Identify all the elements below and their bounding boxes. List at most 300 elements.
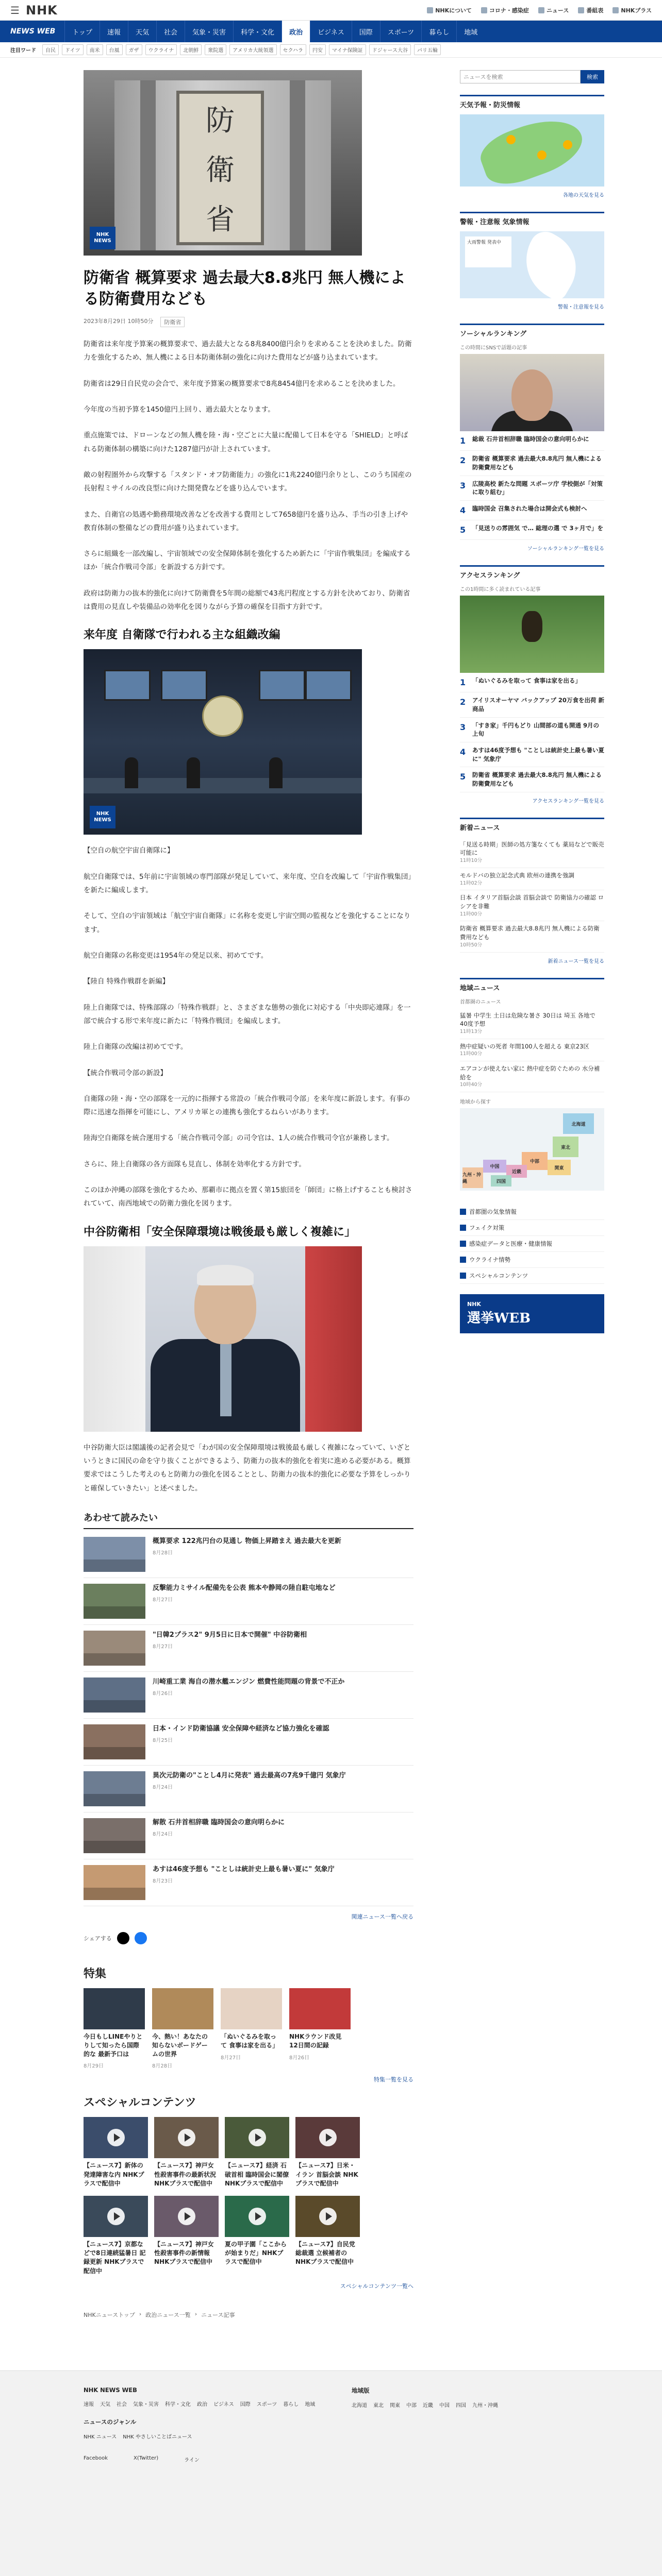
keyword-tags	[42, 44, 441, 55]
access-ranking-item[interactable]	[460, 718, 604, 742]
weather-land	[475, 114, 589, 187]
article-paragraph: 今年度の当初予算を1450億円上回り、過去最大となります。	[84, 405, 275, 414]
keyword-tag[interactable]: 円安	[309, 44, 326, 55]
virus-icon	[481, 7, 487, 13]
top-link-tv-guide[interactable]: 番組表	[578, 6, 603, 14]
keyword-tag[interactable]: ウクライナ	[145, 44, 177, 55]
sidebar-link[interactable]: ウクライナ情勢	[460, 1252, 604, 1268]
footer-genre-link[interactable]: 科学・文化	[165, 2402, 191, 2408]
related-item[interactable]	[84, 1578, 413, 1625]
related-title: 異次元防衛の"ことし4月に発表" 過去最高の7兆9千億円 気象庁	[153, 1771, 346, 1780]
footer-region-link[interactable]: 四国	[456, 2403, 466, 2409]
related-item[interactable]	[84, 1766, 413, 1812]
genre-nav-item[interactable]: 速報	[100, 21, 128, 42]
genre-nav-item[interactable]: 地域	[456, 21, 485, 42]
related-thumbnail	[84, 1677, 145, 1713]
genre-nav	[0, 21, 662, 42]
related-date: 8月26日	[153, 1691, 173, 1697]
keyword-tag[interactable]: 衆院選	[205, 44, 226, 55]
feature-title: 今、熱い！あなたの知らないボードゲームの世界	[152, 2032, 208, 2058]
article-paragraph: 【陸自 特殊作戦群を新編】	[84, 977, 170, 986]
new-news-list	[460, 837, 604, 953]
article-paragraph: 政府は防衛力の抜本的強化に向けて防衛費を5年間の総額で43兆円程度とする方針を決めており、防衛省は費用の見直しや装備品の効率化を図りながら予算の確保を目指す方針です。	[84, 589, 410, 612]
rank-number: 1	[460, 436, 466, 446]
local-news-item[interactable]	[460, 1039, 604, 1061]
article-meta	[84, 317, 413, 327]
minister-hair	[197, 1265, 254, 1285]
feature-date: 8月26日	[289, 2055, 310, 2061]
region-7[interactable]: 四国	[491, 1175, 511, 1187]
weather-more-link[interactable]: 各地の天気を見る	[563, 193, 604, 198]
tv-guide-icon	[578, 7, 584, 13]
related-date: 8月24日	[153, 1785, 173, 1791]
news-time: 10時40分	[460, 1082, 483, 1088]
top-link-nhk-plus[interactable]: NHKプラス	[613, 6, 652, 14]
footer-genre-link[interactable]: 速報	[84, 2402, 94, 2408]
related-item[interactable]	[84, 1672, 413, 1719]
japan-map	[511, 231, 589, 298]
footer-extra-link[interactable]: NHK ニュース	[84, 2434, 117, 2441]
article-paragraph: さらに、陸上自衛隊の各方面隊も見直し、体制を効率化する方針です。	[84, 1160, 306, 1168]
related-thumbnail	[84, 1631, 145, 1666]
access-ranking-image[interactable]	[460, 596, 604, 673]
access-ranking-item[interactable]	[460, 742, 604, 767]
footer-social-link[interactable]: X(Twitter)	[134, 2455, 159, 2462]
special-card[interactable]	[295, 2117, 360, 2188]
rank-number: 4	[460, 747, 466, 757]
footer-col-left	[84, 2386, 321, 2576]
related-item[interactable]	[84, 1625, 413, 1672]
special-title: 【ニュース7】神戸女性殺害事件の最新状況 NHKプラスで配信中	[154, 2162, 217, 2188]
access-ranking-item[interactable]	[460, 692, 604, 717]
genre-nav-item[interactable]: 科学・文化	[233, 21, 282, 42]
new-news-more-link[interactable]: 新着ニュース一覧を見る	[548, 958, 604, 964]
article-paragraph: このほか沖縄の部隊を強化するため、那覇市に拠点を置く第15旅団を「師団」に格上げすることも検討されていて、南西地域での防衛力強化を図ります。	[84, 1186, 412, 1208]
news-time: 11時00分	[460, 1051, 483, 1057]
genre-nav-item[interactable]: 政治	[282, 21, 310, 42]
search-button[interactable]: 検索	[581, 70, 604, 83]
rank-number: 5	[460, 772, 466, 782]
senkyo-web-banner[interactable]	[460, 1294, 604, 1333]
article-paragraph: 【統合作戦司令部の新設】	[84, 1069, 167, 1077]
features-section	[84, 1965, 413, 2083]
alert-map[interactable]	[460, 231, 604, 298]
related-list	[84, 1531, 413, 1906]
genre-nav-item[interactable]: 気象・災害	[185, 21, 233, 42]
special-title: 【ニュース7】自民党総裁選 立候補者のNHKプラスで配信中	[295, 2240, 355, 2266]
news-title: モルドバの独立記念式典 欧州の連携を強調	[460, 871, 574, 879]
genre-nav-item[interactable]: 社会	[156, 21, 185, 42]
access-ranking-item[interactable]	[460, 673, 604, 692]
access-ranking-sub: この1時間に多く読まれている記事	[460, 587, 541, 593]
special-card[interactable]	[154, 2196, 219, 2276]
footer-extra-links	[84, 2432, 321, 2440]
social-ranking-item[interactable]	[460, 501, 604, 520]
related-title: 反撃能力ミサイル配備先を公表 熊本や静岡の陸自駐屯地など	[153, 1584, 336, 1592]
related-thumbnail	[84, 1771, 145, 1806]
weather-box	[460, 95, 604, 198]
hero-image	[84, 70, 362, 256]
feature-card[interactable]	[152, 1988, 213, 2069]
article-paragraph: 陸上自衛隊の改編は初めてです。	[84, 1043, 188, 1052]
special-title: 【ニュース7】日米・イラン 首脳会談 NHKプラスで配信中	[295, 2162, 358, 2188]
article-paragraph: そして、空自の宇宙領域は「航空宇宙自衛隊」に名称を変更し宇宙空間の監視などを強化することになります。	[84, 912, 411, 934]
sidebar-links-list	[460, 1204, 604, 1284]
footer-region-link[interactable]: 九州・沖縄	[472, 2403, 498, 2409]
genre-nav-item[interactable]: ビジネス	[310, 21, 352, 42]
article-video[interactable]	[84, 649, 362, 835]
hero-sign-char: 防	[206, 104, 235, 138]
hero-pillar	[140, 80, 156, 250]
related-title: 概算要求 122兆円台の見通し 物価上昇踏まえ 過去最大を更新	[153, 1537, 341, 1545]
region-5[interactable]: 近畿	[506, 1165, 527, 1178]
breadcrumb-separator: ›	[139, 2311, 142, 2318]
top-link-about[interactable]: NHKについて	[427, 6, 472, 14]
footer-extra-link[interactable]: NHK やさしいことばニュース	[123, 2434, 192, 2441]
feature-image	[152, 1988, 213, 2029]
region-4[interactable]: 中部	[522, 1152, 548, 1170]
new-news-item[interactable]	[460, 921, 604, 952]
weather-map[interactable]	[460, 114, 604, 187]
features-heading: 特集	[84, 1967, 107, 1980]
footer-genre-link[interactable]: 暮らし	[283, 2402, 299, 2408]
rank-title: 臨時国会 召集された場合は開会式も検討へ	[472, 504, 587, 512]
local-news-sub: 首都圏のニュース	[460, 999, 501, 1005]
feature-card[interactable]	[84, 1988, 145, 2069]
social-ranking-list	[460, 431, 604, 540]
rank-title: あすは46度予想も "ことしは統計史上最も暑い夏に" 気象庁	[472, 747, 604, 762]
new-news-heading: 新着ニュース	[460, 818, 604, 832]
related-item[interactable]	[84, 1719, 413, 1766]
related-title: 解散 石井首相辞職 臨時国会の意向明らかに	[153, 1818, 285, 1826]
alert-heading: 警報・注意報 気象情報	[460, 212, 604, 226]
footer-social-link[interactable]: ライン	[184, 2458, 200, 2464]
keyword-tag[interactable]: 北朝鮮	[180, 44, 202, 55]
top-link-corona[interactable]: コロナ・感染症	[481, 6, 529, 14]
top-link-news[interactable]: ニュース	[538, 6, 569, 14]
special-card[interactable]	[225, 2196, 289, 2276]
genre-nav-item[interactable]: トップ	[64, 21, 100, 42]
special-image	[225, 2196, 289, 2237]
footer-genre-link[interactable]: 気象・災害	[133, 2402, 159, 2408]
social-ranking-sub: この時間にSNSで話題の記事	[460, 345, 527, 351]
footer-genre-link[interactable]: スポーツ	[256, 2402, 277, 2408]
weather-heading: 天気予報・防災情報	[460, 95, 604, 109]
special-image	[154, 2117, 219, 2158]
rank-title: 広陵高校 新たな問題 スポーツ庁 学校側が「対策に取り組む」	[472, 480, 603, 496]
regions-heading: 地域から探す	[460, 1099, 491, 1106]
news-title: 熱中症疑いの死者 年間100人を超える 東京23区	[460, 1042, 589, 1050]
person-face	[511, 369, 553, 421]
flag-left	[84, 1246, 145, 1432]
related-title: 日本・インド防衛協議 安全保障や経済など協力強化を確認	[153, 1724, 329, 1733]
section-heading: 来年度 自衛隊で行われる主な組織改編	[84, 629, 280, 642]
features-more-link[interactable]: 特集一覧を見る	[374, 2076, 413, 2083]
related-thumbnail	[84, 1584, 145, 1619]
play-icon	[107, 2129, 125, 2146]
hamburger-menu-icon[interactable]: ☰	[10, 4, 20, 16]
nhk-news-badge: NHK NEWS	[90, 806, 115, 828]
keyword-tag[interactable]: 自民	[42, 44, 59, 55]
section-heading: 中谷防衛相「安全保障環境は戦後最も厳しく複雑に」	[84, 1225, 356, 1239]
special-title: 夏の甲子園「ここからが始まりだ」NHKプラスで配信中	[225, 2240, 287, 2266]
footer-genre-heading: ニュースのジャンル	[84, 2418, 137, 2426]
bear-figure	[522, 611, 542, 642]
social-more-link[interactable]: ソーシャルランキング一覧を見る	[527, 546, 604, 552]
related-title: 川崎重工業 海自の潜水艦エンジン 燃費性能問題の背景で不正か	[153, 1677, 345, 1686]
feature-title: 今日もしLINEやりとりして知ったら国際的な 最新予口は	[84, 2032, 143, 2058]
video-emblem	[202, 696, 243, 737]
local-news-item[interactable]	[460, 1061, 604, 1092]
related-text	[153, 1631, 307, 1650]
related-title: あすは46度予想も "ことしは統計史上最も暑い夏に" 気象庁	[153, 1865, 335, 1873]
alert-box	[460, 212, 604, 310]
breadcrumb-item[interactable]: NHKニューストップ	[84, 2312, 135, 2319]
keyword-tag[interactable]: セクハラ	[280, 44, 306, 55]
special-image	[154, 2196, 219, 2237]
new-news-item[interactable]	[460, 890, 604, 921]
footer-genre-link[interactable]: 政治	[197, 2402, 207, 2408]
article-paragraph: 中谷防衛大臣は閣議後の記者会見で「わが国の安全保障環境は戦後最も厳しく複雑になっていて、いざというときに国民の命を守り抜くことができるよう、防衛力の抜本的強化を着実に進める必要がある。概算要求ではこうした考えのもと防衛力の強化を図ることとし、防衛力の抜本的強化に必要な予算をしっかりと確保していきたい」と述べました。	[84, 1443, 411, 1493]
special-title: 【ニュース7】神戸女性殺害事件の新情報 NHKプラスで配信中	[154, 2240, 214, 2266]
footer-region-link[interactable]: 東北	[373, 2403, 384, 2409]
keyword-tag[interactable]: ドジャース大谷	[369, 44, 411, 55]
article-paragraphs	[84, 337, 413, 614]
play-icon	[613, 7, 619, 13]
related-thumbnail	[84, 1865, 145, 1900]
video-person	[125, 757, 138, 788]
facebook-share-icon[interactable]	[135, 1932, 147, 1944]
rank-title: 「すき家」千円もどり 山間部の道も開通 9月の上旬	[472, 721, 600, 738]
play-icon	[249, 2129, 266, 2146]
hero-sign	[176, 91, 264, 245]
feature-card[interactable]	[221, 1988, 282, 2069]
nhk-logo[interactable]: NHK	[26, 3, 58, 18]
genre-nav-item[interactable]: 国際	[352, 21, 380, 42]
region-3[interactable]: 関東	[548, 1160, 571, 1175]
play-icon	[178, 2208, 195, 2225]
footer-region-link[interactable]: 北海道	[352, 2403, 367, 2409]
news-web-brand[interactable]: NEWS WEB	[10, 27, 56, 36]
social-ranking-image[interactable]	[460, 354, 604, 431]
top-links	[427, 6, 652, 14]
footer-brand[interactable]: NHK NEWS WEB	[84, 2386, 137, 2394]
rank-number: 5	[460, 525, 466, 535]
related-date: 8月28日	[153, 1550, 173, 1556]
footer-region-link[interactable]: 中部	[406, 2403, 417, 2409]
article-paragraph: 防衛省は29日自民党の会合で、来年度予算案の概算要求で8兆8454億円を求めることを決めました。	[84, 379, 400, 388]
special-section	[84, 2094, 413, 2290]
keyword-tag[interactable]: 南米	[87, 44, 103, 55]
footer-genre-link[interactable]: 社会	[117, 2402, 127, 2408]
rank-number: 2	[460, 455, 466, 466]
social-ranking-item[interactable]	[460, 451, 604, 476]
flag-right	[305, 1246, 362, 1432]
search-input[interactable]	[460, 70, 581, 83]
alert-text: 大雨警報 発表中	[465, 236, 511, 267]
hero-sign-char: 衛	[206, 154, 235, 187]
x-share-icon[interactable]	[117, 1932, 129, 1944]
footer-genre-link[interactable]: 地域	[305, 2402, 316, 2408]
related-thumbnail	[84, 1724, 145, 1759]
article-title: 防衛省 概算要求 過去最大8.8兆円 無人機による防衛費用なども	[84, 269, 406, 308]
related-text	[153, 1537, 341, 1556]
article-paragraphs-3	[84, 1441, 413, 1495]
local-news-box	[460, 978, 604, 1191]
breadcrumb-item[interactable]: 政治ニュース一覧	[145, 2312, 191, 2319]
video-person	[269, 757, 283, 788]
article-category[interactable]: 防衛省	[160, 317, 185, 327]
footer-region-link[interactable]: 近畿	[423, 2403, 433, 2409]
footer-regions	[352, 2401, 589, 2409]
news-time: 11時10分	[460, 858, 483, 864]
article-paragraph: 敵の射程圏外から攻撃する「スタンド・オフ防衛能力」の強化に1兆2240億円余りとし、このうち国産の長射程ミサイルの改良型に向けた開発費などを盛り込んでいます。	[84, 470, 412, 493]
access-more-link[interactable]: アクセスランキング一覧を見る	[532, 798, 604, 804]
related-date: 8月23日	[153, 1878, 173, 1885]
related-item[interactable]	[84, 1859, 413, 1906]
footer-genre-link[interactable]: 国際	[240, 2402, 251, 2408]
footer-region-link[interactable]: 関東	[390, 2403, 400, 2409]
special-card[interactable]	[225, 2117, 289, 2188]
related-date: 8月27日	[153, 1597, 173, 1603]
social-ranking-item[interactable]	[460, 520, 604, 540]
related-item[interactable]	[84, 1812, 413, 1859]
related-heading: あわせて読みたい	[84, 1511, 413, 1529]
news-title: 猛暑 中学生 土日は危険な暑さ 30日は 埼玉 各地で 40度予想	[460, 1011, 595, 1028]
article-body	[84, 337, 413, 1495]
region-1[interactable]: 北海道	[563, 1113, 594, 1134]
related-text	[153, 1724, 329, 1743]
main-content	[84, 70, 413, 2334]
sidebar	[460, 70, 604, 2334]
access-ranking-heading: アクセスランキング	[460, 565, 604, 580]
news-time: 11時00分	[460, 911, 483, 917]
sidebar-links	[460, 1204, 604, 1333]
social-ranking-item[interactable]	[460, 431, 604, 451]
special-more-link[interactable]: スペシャルコンテンツ一覧へ	[340, 2283, 413, 2290]
sidebar-link[interactable]: スペシャルコンテンツ	[460, 1268, 604, 1284]
news-time: 11時02分	[460, 880, 483, 886]
special-card[interactable]	[154, 2117, 219, 2188]
footer-region-link[interactable]: 中国	[439, 2403, 450, 2409]
news-icon	[538, 7, 544, 13]
special-title: 【ニュース7】京都などで8日連続猛暑日 記録更新 NHKプラスで配信中	[84, 2240, 146, 2275]
news-time: 11時13分	[460, 1028, 483, 1035]
info-icon	[427, 7, 433, 13]
rank-title: 防衛省 概算要求 過去最大8.8兆円 無人機による防衛費用なども	[472, 455, 602, 471]
new-news-item[interactable]	[460, 837, 604, 868]
footer-genre-link[interactable]: 天気	[100, 2402, 110, 2408]
keyword-tag[interactable]: アメリカ大統領選	[229, 44, 276, 55]
special-image	[225, 2117, 289, 2158]
region-2[interactable]: 東北	[553, 1137, 578, 1157]
keyword-tag[interactable]: 台風	[106, 44, 123, 55]
minister-photo	[84, 1246, 362, 1432]
regions-map	[460, 1108, 604, 1191]
local-news-item[interactable]	[460, 1008, 604, 1039]
region-6[interactable]: 中国	[483, 1160, 506, 1173]
keyword-tag[interactable]: マイナ保険証	[329, 44, 366, 55]
keyword-tag[interactable]: パリ五輪	[414, 44, 441, 55]
senkyo-banner-brand: NHK	[467, 1301, 481, 1308]
sidebar-link[interactable]: 首都圏の気象情報	[460, 1204, 604, 1220]
social-ranking-item[interactable]	[460, 476, 604, 501]
social-ranking-box	[460, 324, 604, 552]
rank-number: 3	[460, 480, 466, 490]
related-text	[153, 1771, 346, 1790]
genre-nav-item[interactable]: スポーツ	[380, 21, 421, 42]
news-title: エアコンが使えない家に 熱中症を防ぐための 水分補給を	[460, 1065, 600, 1081]
feature-card[interactable]	[289, 1988, 351, 2069]
related-text	[153, 1865, 335, 1884]
sun-icon	[537, 150, 547, 160]
article-paragraph: 陸海空自衛隊を統合運用する「統合作戦司令部」の司令官は、1人の統合作戦司令官が兼務します。	[84, 1134, 394, 1143]
footer	[0, 2370, 662, 2576]
rank-title: 防衛省 概算要求 過去最大8.8兆円 無人機による防衛費用なども	[472, 771, 602, 788]
local-news-list	[460, 1008, 604, 1093]
article-paragraph: 【空自の航空宇宙自衛隊に】	[84, 846, 174, 855]
special-list	[84, 2117, 413, 2276]
special-image	[295, 2196, 360, 2237]
footer-genre-link[interactable]: ビジネス	[213, 2402, 234, 2408]
keyword-tag[interactable]: ドイツ	[62, 44, 84, 55]
share-label: シェアする	[84, 1935, 112, 1942]
new-news-item[interactable]	[460, 868, 604, 890]
footer-social-link[interactable]: Facebook	[84, 2455, 108, 2462]
article-paragraph: 航空自衛隊では、5年前に宇宙領域の専門部隊が発足していて、来年度、空自を改編して「宇宙作戦集団」を新たに編成します。	[84, 872, 412, 894]
news-time: 10時50分	[460, 942, 483, 948]
video-screen	[104, 670, 151, 701]
access-ranking-item[interactable]	[460, 767, 604, 792]
sidebar-link[interactable]: 感染症データと医療・健康情報	[460, 1236, 604, 1252]
alert-more-link[interactable]: 警報・注意報を見る	[558, 304, 604, 310]
news-title: 日本 イタリア首脳会談 首脳会談で 防衛協力の確認 ロシアを非難	[460, 894, 604, 910]
sidebar-link[interactable]: フェイク対策	[460, 1220, 604, 1236]
access-ranking-list	[460, 673, 604, 792]
article-paragraph: 防衛省は来年度予算案の概算要求で、過去最大となる8兆8400億円余りを求めることを決めました。防衛力を強化するため、無人機による日本防衛体制の強化に向けた費用などが盛り込まれています。	[84, 340, 412, 362]
article-paragraph: 重点施策では、ドローンなどの無人機を陸・海・空ごとに大量に配備して日本を守る「SHIELD」と呼ばれる防衛体制の構築に向けた1287億円が計上されています。	[84, 431, 408, 453]
special-title: 【ニュース7】経済 石破首相 臨時国会に閣僚 NHKプラスで配信中	[225, 2162, 289, 2188]
special-card[interactable]	[295, 2196, 360, 2276]
feature-title: 「ぬいぐるみを取って 食事は家を出る」	[221, 2032, 279, 2049]
keyword-tag[interactable]: ガザ	[126, 44, 142, 55]
related-item[interactable]	[84, 1531, 413, 1578]
related-more-link[interactable]: 関連ニュース一覧へ戻る	[351, 1913, 413, 1920]
related-date: 8月25日	[153, 1738, 173, 1744]
video-screen	[305, 670, 352, 701]
footer-social	[84, 2455, 321, 2463]
new-news-box	[460, 818, 604, 964]
special-card[interactable]	[84, 2196, 148, 2276]
genre-nav-item[interactable]: 天気	[128, 21, 156, 42]
genre-nav-item[interactable]: 暮らし	[421, 21, 456, 42]
play-icon	[107, 2208, 125, 2225]
article-paragraph: 航空自衛隊の名称変更は1954年の発足以来、初めてです。	[84, 951, 268, 960]
sun-icon	[563, 140, 572, 149]
region-8[interactable]: 九州・沖縄	[462, 1167, 483, 1188]
article-paragraphs-2	[84, 844, 413, 1210]
hero-sign-char: 省	[206, 203, 235, 236]
special-card[interactable]	[84, 2117, 148, 2188]
news-title: 「見送る時期」医師の処方箋なくても 薬局などで販売可能に	[460, 840, 604, 857]
video-screen	[259, 670, 305, 701]
rank-number: 1	[460, 677, 466, 688]
rank-title: 「ぬいぐるみを取って 食事は家を出る」	[472, 677, 582, 685]
genre-nav-list	[64, 21, 485, 42]
breadcrumb	[84, 2311, 413, 2319]
article-paragraph: 陸上自衛隊では、特殊部隊の「特殊作戦群」と、さまざまな態勢の強化に対応する「中央即応連隊」を一部で統合する形で来年度に新たに「特殊作戦団」を編成します。	[84, 1003, 411, 1025]
minister-tie	[220, 1344, 231, 1416]
